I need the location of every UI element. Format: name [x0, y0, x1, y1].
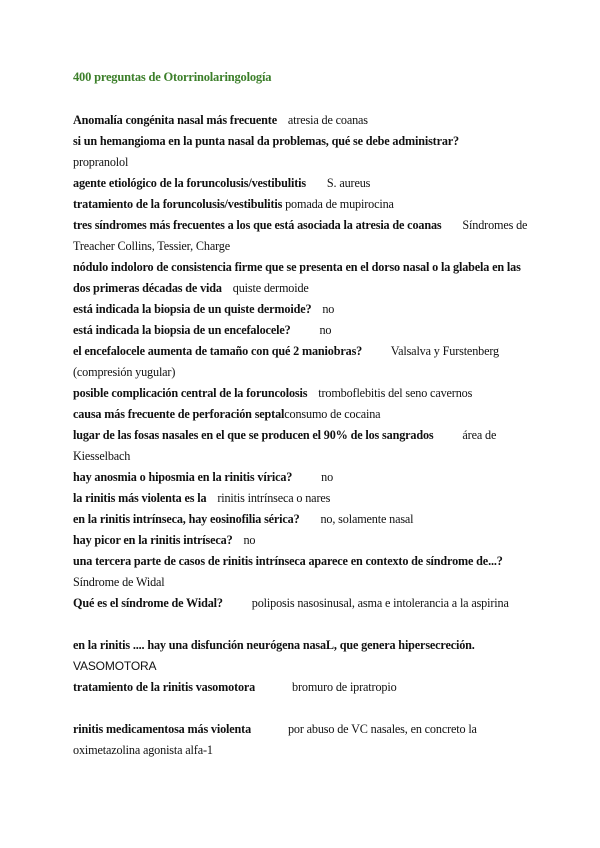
qa-item — [73, 488, 535, 509]
question: está indicada la biopsia de un encefalocele? — [73, 323, 291, 337]
qa-item — [73, 320, 535, 341]
answer: propranolol — [73, 155, 129, 169]
question: está indicada la biopsia de un quiste dermoide? — [73, 302, 312, 316]
qa-item — [73, 467, 535, 488]
qa-item — [73, 299, 535, 320]
question: una tercera parte de casos de rinitis intrínseca aparece en contexto de síndrome de...? — [73, 554, 503, 568]
question: tratamiento de la foruncolusis/vestibulitis — [73, 197, 283, 211]
qa-item — [73, 194, 535, 215]
question: lugar de las fosas nasales en el que se producen el 90% de los sangrados — [73, 428, 434, 442]
qa-item — [73, 173, 535, 194]
question: si un hemangioma en la punta nasal da problemas, qué se debe administrar? — [73, 134, 459, 148]
question: la rinitis más violenta es la — [73, 491, 207, 505]
answer: Valsalva y Furstenberg (compresión yugular) — [73, 344, 499, 379]
answer: bromuro de ipratropio — [292, 680, 397, 694]
blank-line — [73, 698, 535, 719]
question: hay picor en la rinitis intríseca? — [73, 533, 233, 547]
qa-item — [73, 551, 535, 593]
question: agente etiológico de la foruncolusis/vestibulitis — [73, 176, 307, 190]
qa-item — [73, 341, 535, 383]
answer: por abuso de VC nasales, en concreto la oximetazolina agonista alfa-1 — [73, 722, 477, 757]
qa-item — [73, 530, 535, 551]
question: en la rinitis .... hay una disfunción neurógena nasaL, que genera hipersecreción. — [73, 638, 475, 652]
qa-item — [73, 719, 535, 761]
answer: S. aureus — [326, 176, 371, 190]
answer: poliposis nasosinusal, asma e intolerancia a la aspirina — [251, 596, 509, 610]
question: causa más frecuente de perforación septal — [73, 407, 285, 421]
answer: Síndrome de Widal — [73, 575, 165, 589]
answer: quiste dermoide — [232, 281, 309, 295]
question: en la rinitis intrínseca, hay eosinofilia sérica? — [73, 512, 300, 526]
answer: no — [319, 323, 332, 337]
blank-line — [73, 614, 535, 635]
answer: no, solamente nasal — [320, 512, 414, 526]
answer: Síndromes de Treacher Collins, Tessier, Charge — [73, 218, 528, 253]
qa-item — [73, 404, 535, 425]
qa-item — [73, 131, 535, 173]
answer: tromboflebitis del seno cavernos — [318, 386, 473, 400]
answer: pomada de mupirocina — [285, 197, 394, 211]
question: tratamiento de la rinitis vasomotora — [73, 680, 256, 694]
qa-item — [73, 383, 535, 404]
question: hay anosmia o hiposmia en la rinitis vírica? — [73, 470, 293, 484]
qa-item — [73, 593, 535, 614]
question: rinitis medicamentosa más violenta — [73, 722, 252, 736]
qa-item — [73, 677, 535, 698]
answer: no — [321, 470, 334, 484]
qa-item — [73, 257, 535, 299]
answer: VASOMOTORA — [73, 659, 157, 673]
qa-item — [73, 110, 535, 131]
document-title: 400 preguntas de Otorrinolaringología — [73, 70, 272, 84]
question: Qué es el síndrome de Widal? — [73, 596, 223, 610]
answer: rinitis intrínseca o nares — [217, 491, 331, 505]
question: tres síndromes más frecuentes a los que está asociada la atresia de coanas — [73, 218, 442, 232]
qa-item — [73, 425, 535, 467]
answer: consumo de cocaina — [284, 407, 381, 421]
answer: área de Kiesselbach — [73, 428, 497, 463]
qa-item — [73, 635, 535, 677]
qa-item — [73, 215, 535, 257]
question: nódulo indoloro de consistencia firme que se presenta en el dorso nasal o la glabela en las dos primeras décadas de vida — [73, 260, 521, 295]
answer: atresia de coanas — [287, 113, 368, 127]
question: Anomalía congénita nasal más frecuente — [73, 113, 277, 127]
question: posible complicación central de la foruncolosis — [73, 386, 308, 400]
answer: no — [322, 302, 335, 316]
qa-item — [73, 509, 535, 530]
qa-list — [73, 110, 535, 761]
question: el encefalocele aumenta de tamaño con qué 2 maniobras? — [73, 344, 363, 358]
answer: no — [243, 533, 256, 547]
